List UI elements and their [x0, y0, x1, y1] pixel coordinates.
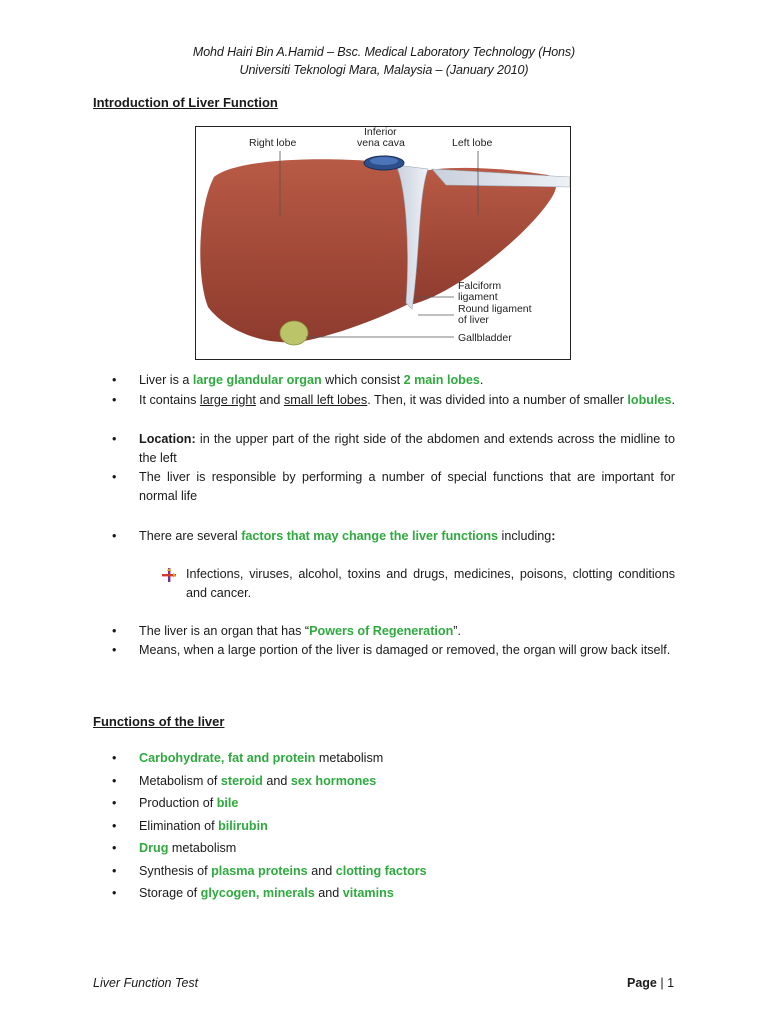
bullet-icon: • — [112, 624, 117, 638]
bullet-icon: • — [112, 751, 117, 765]
highlight: steroid — [220, 774, 263, 788]
text: The liver is responsible by performing a number of special functions that are important for normal life — [139, 470, 675, 503]
label-falciform-line2: ligament — [458, 291, 498, 303]
page-label: Page — [627, 976, 657, 990]
label-round-line1: Round ligament — [458, 303, 532, 315]
bullet-icon: • — [112, 886, 117, 900]
bullet-icon: • — [112, 470, 117, 484]
cross-arrow-icon — [162, 568, 176, 582]
text: Liver is a — [139, 373, 193, 387]
text: metabolism — [315, 751, 384, 765]
highlight: bile — [216, 796, 239, 810]
text: and — [255, 393, 284, 407]
label-falciform-line1: Falciform — [458, 280, 502, 292]
bullet-icon: • — [112, 841, 117, 855]
footer-title: Liver Function Test — [93, 976, 199, 990]
page-number-value: 1 — [667, 976, 675, 990]
highlight: bilirubin — [218, 819, 268, 833]
highlight: 2 main lobes — [403, 373, 480, 387]
label-ivc-line1: Inferior — [364, 127, 397, 138]
text: . Then, it was divided into a number of smaller — [367, 393, 628, 407]
highlight: Carbohydrate, fat and protein — [139, 751, 316, 765]
section-title-introduction: Introduction of Liver Function — [93, 95, 278, 110]
highlight: glycogen, minerals — [200, 886, 315, 900]
bold-label: Location: — [139, 432, 196, 446]
text: Production of — [139, 796, 217, 810]
text: There are several — [139, 529, 242, 543]
highlight: Drug — [139, 841, 169, 855]
page-separator: | — [656, 976, 668, 990]
highlight: factors that may change the liver functions — [241, 529, 499, 543]
text: and — [262, 774, 291, 788]
label-right-lobe: Right lobe — [249, 137, 297, 149]
text: It contains — [139, 393, 200, 407]
bullet-icon: • — [112, 373, 117, 387]
text: metabolism — [168, 841, 237, 855]
highlight: sex hormones — [290, 774, 377, 788]
highlight: vitamins — [342, 886, 394, 900]
header-line-1: Mohd Hairi Bin A.Hamid – Bsc. Medical Laboratory Technology (Hons) — [192, 45, 576, 59]
bullet-icon: • — [112, 643, 117, 657]
page-number — [627, 976, 674, 990]
highlight: plasma proteins — [211, 864, 308, 878]
highlight: clotting factors — [335, 864, 427, 878]
bullet-icon: • — [112, 864, 117, 878]
header-line-2: Universiti Teknologi Mara, Malaysia – (January 2010) — [239, 63, 529, 77]
text: Means, when a large portion of the liver is damaged or removed, the organ will grow back itself. — [139, 643, 671, 657]
gallbladder-shape — [280, 321, 308, 345]
bullet-icon: • — [112, 796, 117, 810]
text: Elimination of — [139, 819, 219, 833]
highlight: Powers of Regeneration — [309, 624, 454, 638]
label-ivc-line2: vena cava — [357, 137, 405, 149]
text: including — [498, 529, 552, 543]
highlight: lobules — [627, 393, 672, 407]
bullet-icon: • — [112, 393, 117, 407]
text: Synthesis of — [139, 864, 212, 878]
text: . — [479, 373, 484, 387]
text: and — [314, 886, 343, 900]
bullet-icon: • — [112, 774, 117, 788]
liver-illustration — [196, 127, 570, 359]
bullet-icon: • — [112, 432, 117, 446]
text: Storage of — [139, 886, 201, 900]
text: which consist — [321, 373, 404, 387]
text: in the upper part of the right side of the abdomen and extends across the midline to the left — [139, 432, 675, 465]
underlined-text: small left lobes — [283, 393, 368, 407]
label-left-lobe: Left lobe — [452, 137, 493, 149]
text: and — [307, 864, 336, 878]
text: The liver is an organ that has “ — [139, 624, 310, 638]
text: . — [671, 393, 675, 407]
label-round-line2: of liver — [458, 314, 489, 326]
liver-anatomy-figure — [195, 126, 571, 360]
section-title-functions: Functions of the liver — [93, 714, 225, 729]
text: Infections, viruses, alcohol, toxins and drugs, medicines, poisons, clotting conditions and cancer. — [186, 567, 675, 600]
label-gallbladder: Gallbladder — [458, 332, 512, 344]
text: ”. — [453, 624, 461, 638]
text: Metabolism of — [139, 774, 221, 788]
text: : — [551, 529, 556, 543]
highlight: large glandular organ — [192, 373, 322, 387]
underlined-text: large right — [199, 393, 256, 407]
right-lobe-shape — [200, 159, 410, 342]
bullet-icon: • — [112, 529, 117, 543]
bullet-icon: • — [112, 819, 117, 833]
